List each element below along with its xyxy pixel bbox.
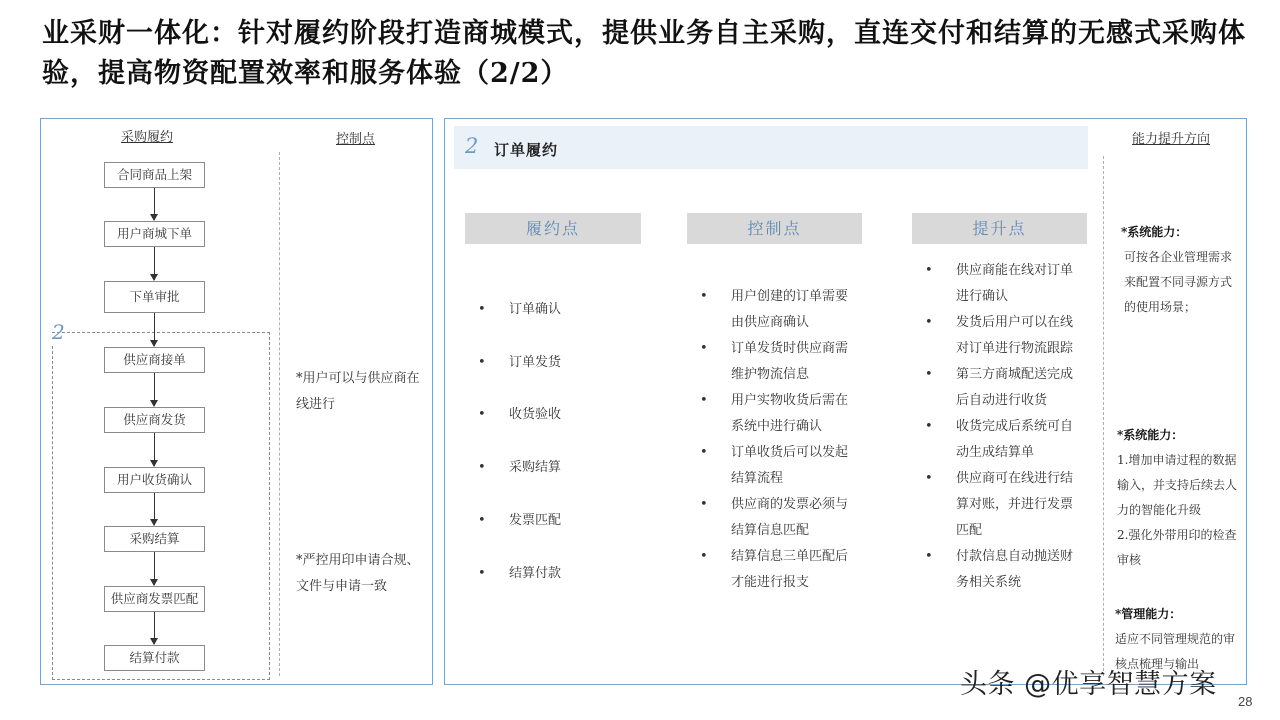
fulfillment-item: • 发票匹配: [478, 508, 628, 561]
improvement-item: • 发货后用户可以在线对订单进行物流跟踪: [925, 310, 1085, 362]
capability-block-1: [1121, 220, 1239, 320]
control-item: • 用户实物收货后需在系统中进行确认: [700, 388, 860, 440]
improvement-item: • 供应商能在线对订单进行确认: [925, 258, 1085, 310]
fulfillment-item: • 订单发货: [478, 350, 628, 402]
control-item: • 供应商的发票必须与结算信息匹配: [700, 492, 860, 544]
control-header: 控制点: [687, 213, 862, 244]
control-item: • 用户创建的订单需要由供应商确认: [700, 284, 860, 336]
control-note: *用户可以与供应商在线进行: [296, 371, 420, 412]
control-item: • 订单发货时供应商需维护物流信息: [700, 336, 860, 388]
page-number: 28: [1238, 694, 1253, 709]
flow-step: 合同商品上架: [104, 162, 205, 188]
fulfillment-item: • 收货验收: [478, 402, 628, 455]
capability-block-2-title: *系统能力：: [1117, 428, 1184, 442]
section-title-number: 2: [465, 134, 479, 158]
page-title: 业采财一体化：针对履约阶段打造商城模式，提供业务自主采购，直连交付和结算的无感式采购体验，提高物资配置效率和服务体验（2/2）: [42, 18, 1246, 89]
flow-arrow: [154, 247, 155, 280]
flow-step: 供应商发票匹配: [104, 586, 205, 612]
control-header-left: 控制点: [336, 132, 376, 147]
flow-step: 下单审批: [104, 281, 205, 313]
right-divider: [1103, 156, 1104, 676]
left-divider: [279, 152, 280, 676]
flow-step: 用户商城下单: [104, 221, 205, 247]
fulfillment-item: • 订单确认: [478, 297, 628, 350]
watermark: 头条 @优享智慧方案: [960, 669, 1217, 700]
flow-arrow: [154, 373, 155, 406]
section-2-frame: [52, 332, 270, 680]
fulfillment-item: • 结算付款: [478, 561, 628, 587]
control-item: • 订单收货后可以发起结算流程: [700, 440, 860, 492]
fulfillment-list: [478, 297, 628, 587]
improvement-item: • 付款信息自动抛送财务相关系统: [925, 544, 1085, 596]
capability-block-2-text: 1.增加申请过程的数据输入，并支持后续去人力的智能化升级: [1117, 453, 1238, 517]
flow-arrow: [154, 612, 155, 644]
improvement-item: • 第三方商城配送完成后自动进行收货: [925, 362, 1085, 414]
flow-step: 结算付款: [104, 645, 205, 671]
flow-arrow: [154, 433, 155, 466]
flow-step: 供应商发货: [104, 407, 205, 433]
flow-step: 用户收货确认: [104, 467, 205, 493]
fulfillment-header: 履约点: [465, 213, 641, 244]
capability-block-1-title: *系统能力：: [1121, 225, 1188, 239]
capability-block-1-text: 可按各企业管理需求来配置不同寻源方式的使用场景；: [1124, 250, 1233, 314]
capability-block-2-text2: 2.强化外带用印的检查审核: [1117, 528, 1237, 567]
section-2-number: 2: [52, 320, 65, 344]
flow-arrow: [154, 188, 155, 220]
flow-arrow: [154, 552, 155, 585]
improvement-item: • 收货完成后系统可自动生成结算单: [925, 414, 1085, 466]
capability-block-3-title: *管理能力：: [1115, 607, 1182, 621]
section-title: 订单履约: [494, 141, 559, 159]
fulfillment-item: • 采购结算: [478, 455, 628, 508]
control-list: [700, 284, 860, 596]
flow-arrow: [154, 313, 155, 346]
capability-block-3-text: 适应不同管理规范的审核点梳理与输出: [1115, 632, 1236, 671]
flow-arrow: [154, 493, 155, 525]
improvement-list: [925, 258, 1085, 596]
improvement-header: 提升点: [912, 213, 1087, 244]
flow-header: 采购履约: [121, 130, 174, 145]
flow-step: 采购结算: [104, 526, 205, 552]
section-2-frame-left: [52, 346, 53, 680]
control-note: *严控用印申请合规、文件与申请一致: [296, 553, 420, 594]
capability-header: 能力提升方向: [1132, 132, 1211, 147]
control-item: • 结算信息三单匹配后才能进行报支: [700, 544, 860, 596]
flow-step: 供应商接单: [104, 347, 205, 373]
improvement-item: • 供应商可在线进行结算对账，并进行发票匹配: [925, 466, 1085, 544]
capability-block-2: [1117, 423, 1241, 573]
